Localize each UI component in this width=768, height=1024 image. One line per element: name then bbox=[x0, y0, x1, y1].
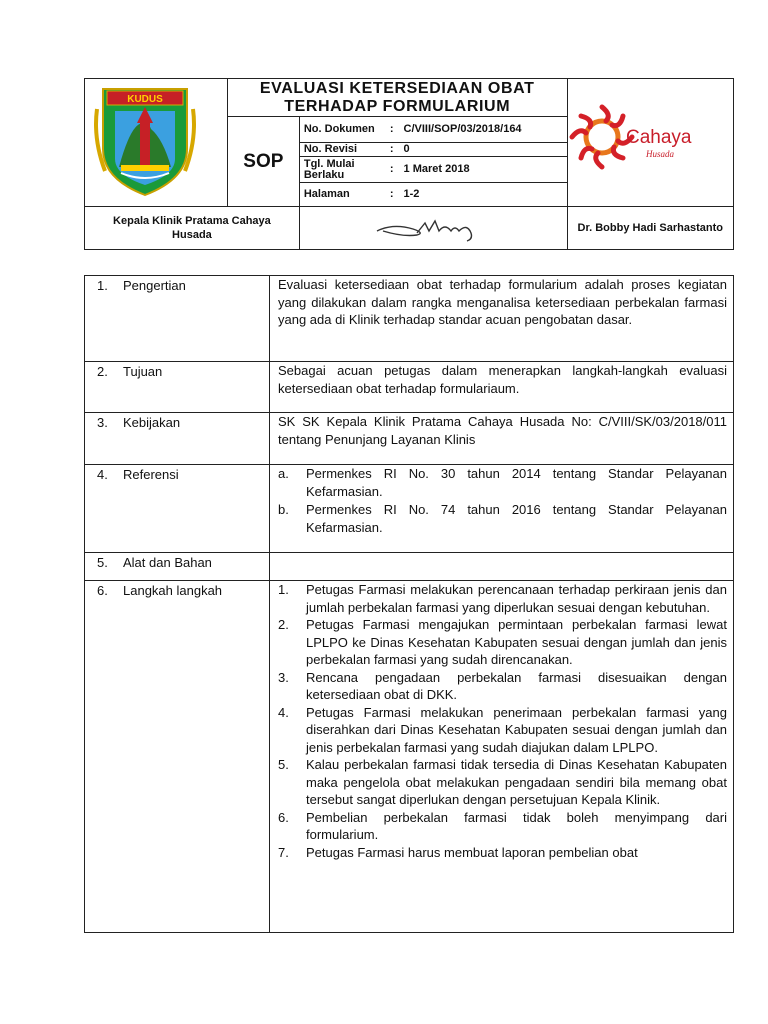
document-title bbox=[227, 79, 567, 117]
section-number: 6. bbox=[97, 583, 108, 598]
meta-colon: : bbox=[389, 123, 394, 135]
cahaya-husada-logo-icon bbox=[568, 79, 708, 201]
meta-label: Halaman bbox=[303, 188, 350, 200]
cahaya-logo-cell bbox=[567, 79, 734, 207]
signature-text: Abmy bbox=[433, 229, 436, 230]
title-line-1: EVALUASI KETERSEDIAAN OBAT bbox=[259, 79, 535, 97]
meta-value: 0 bbox=[403, 143, 410, 155]
section-number: 1. bbox=[97, 278, 108, 293]
section-number: 2. bbox=[97, 364, 108, 379]
section-number: 4. bbox=[97, 467, 108, 482]
section-title: Tujuan bbox=[123, 364, 163, 379]
section-alat-bahan bbox=[85, 553, 734, 581]
section-text: Evaluasi ketersediaan obat terhadap formularium adalah proses kegiatan yang dilakukan dalam rangka menganalisa ketersediaan perbekalan farmasi yang ada di Klinik terhadap standar acuan pengobatan dasar. bbox=[270, 276, 734, 362]
section-title: Alat dan Bahan bbox=[123, 555, 212, 570]
list-item: 1. Petugas Farmasi melakukan perencanaan terhadap perkiraan jenis dan jumlah perbekalan farmasi yang diperlukan sesuai dengan kebutuhan. bbox=[278, 582, 727, 615]
section-text: SK SK Kepala Klinik Pratama Cahaya Husada No: C/VIII/SK/03/2018/011 tentang Penunjang Layanan Klinis bbox=[270, 413, 734, 465]
meta-value: 1-2 bbox=[403, 188, 420, 200]
meta-row-halaman bbox=[299, 183, 567, 207]
meta-colon: : bbox=[389, 188, 394, 200]
meta-colon: : bbox=[389, 143, 394, 155]
section-tujuan bbox=[85, 362, 734, 413]
list-item: b. Permenkes RI No. 74 tahun 2016 tentang Standar Pelayanan Kefarmasian. bbox=[278, 502, 727, 535]
list-item: 3. Rencana pengadaan perbekalan farmasi disesuaikan dengan ketersediaan obat di DKK. bbox=[278, 669, 727, 702]
header-table bbox=[84, 78, 734, 250]
section-title: Kebijakan bbox=[123, 415, 181, 430]
meta-colon: : bbox=[389, 163, 394, 175]
section-kebijakan bbox=[85, 413, 734, 465]
sop-label: SOP bbox=[227, 117, 299, 207]
list-item: 7. Petugas Farmasi harus membuat laporan pembelian obat bbox=[278, 844, 638, 860]
section-referensi bbox=[85, 465, 734, 553]
meta-label: Tgl. Mulai Berlaku bbox=[303, 157, 355, 181]
reference-list bbox=[278, 465, 727, 536]
section-title: Referensi bbox=[123, 467, 179, 482]
signature-icon bbox=[373, 209, 493, 243]
title-line-2: TERHADAP FORMULARIUM bbox=[284, 97, 511, 115]
signature-cell bbox=[299, 207, 567, 250]
signer-left: Kepala Klinik Pratama Cahaya Husada bbox=[85, 207, 300, 250]
section-langkah bbox=[85, 581, 734, 933]
section-number: 5. bbox=[97, 555, 108, 570]
list-item: 5. Kalau perbekalan farmasi tidak tersedia di Dinas Kesehatan Kabupaten maka pengelola obat melakukan pengadaan sendiri bila memang obat tersebut sangat diperlukan dengan persetujuan Kepala Klinik. bbox=[278, 757, 727, 807]
list-item: 4. Petugas Farmasi melakukan penerimaan perbekalan farmasi yang diserahkan dari Dinas Kesehatan Kabupaten sesuai dengan jumlah dan jenis perbekalan farmasi yang sudah diajukan dalam LPLPO. bbox=[278, 704, 727, 755]
list-item: a. Permenkes RI No. 30 tahun 2014 tentang Standar Pelayanan Kefarmasian. bbox=[278, 466, 727, 499]
meta-value: 1 Maret 2018 bbox=[403, 163, 470, 175]
kudus-logo-cell bbox=[85, 79, 228, 207]
signer-right: Dr. Bobby Hadi Sarhastanto bbox=[567, 207, 734, 250]
section-title: Langkah langkah bbox=[123, 583, 223, 598]
meta-row-tgl-berlaku bbox=[299, 157, 567, 183]
meta-value: C/VIII/SOP/03/2018/164 bbox=[403, 123, 522, 135]
list-item: 6. Pembelian perbekalan farmasi tidak boleh menyimpang dari formularium. bbox=[278, 809, 727, 842]
meta-label: No. Revisi bbox=[303, 143, 358, 155]
section-text bbox=[270, 553, 734, 581]
crest-text: KUDUS bbox=[127, 94, 163, 105]
section-title: Pengertian bbox=[123, 278, 186, 293]
meta-label: No. Dokumen bbox=[303, 123, 375, 135]
steps-list bbox=[278, 581, 727, 861]
logo-text-husada: Husada bbox=[645, 149, 674, 159]
section-text: Sebagai acuan petugas dalam menerapkan langkah-langkah evaluasi ketersediaan obat terhadap formulariaum. bbox=[270, 362, 734, 413]
meta-row-no-revisi bbox=[299, 143, 567, 157]
section-pengertian bbox=[85, 276, 734, 362]
section-number: 3. bbox=[97, 415, 108, 430]
list-item: 2. Petugas Farmasi mengajukan permintaan perbekalan farmasi lewat LPLPO ke Dinas Kesehatan Kabupaten sesuai dengan jumlah dan jenis perbekalan farmasi yang sudah direncanakan. bbox=[278, 617, 727, 667]
kudus-crest-icon bbox=[85, 79, 205, 201]
sop-content-table bbox=[84, 275, 734, 933]
meta-row-no-dokumen bbox=[299, 117, 567, 143]
logo-text-cahaya: Cahaya bbox=[625, 127, 691, 148]
